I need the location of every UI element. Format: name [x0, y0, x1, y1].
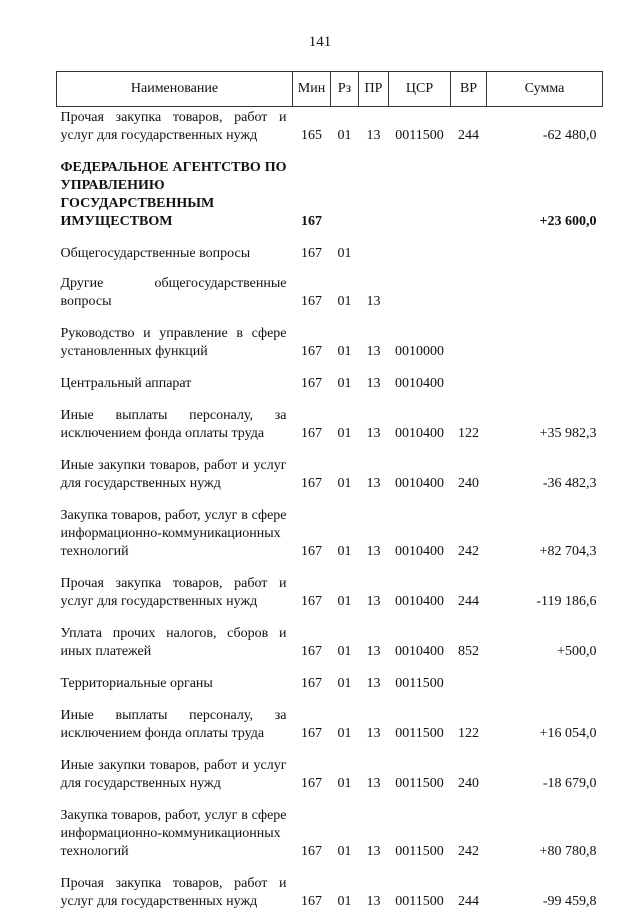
cell-pr — [359, 151, 389, 237]
cell-rz — [331, 151, 359, 237]
cell-min: 167 — [293, 151, 331, 237]
table-row — [57, 367, 603, 399]
cell-name: Другие общегосударственные вопросы — [57, 269, 293, 317]
budget-table — [56, 71, 603, 917]
cell-sum: +16 054,0 — [487, 699, 603, 749]
cell-min: 167 — [293, 699, 331, 749]
cell-rz: 01 — [331, 499, 359, 567]
cell-rz: 01 — [331, 367, 359, 399]
header-pr: ПР — [359, 72, 389, 107]
cell-sum: -36 482,3 — [487, 449, 603, 499]
table-row — [57, 237, 603, 269]
cell-csr: 0011500 — [389, 699, 451, 749]
cell-min: 167 — [293, 749, 331, 799]
cell-pr: 13 — [359, 699, 389, 749]
cell-vr — [451, 667, 487, 699]
cell-min: 167 — [293, 799, 331, 867]
cell-name: Уплата прочих налогов, сборов и иных платежей — [57, 617, 293, 667]
cell-rz: 01 — [331, 107, 359, 152]
table-row — [57, 667, 603, 699]
cell-pr: 13 — [359, 269, 389, 317]
cell-rz: 01 — [331, 699, 359, 749]
cell-csr — [389, 237, 451, 269]
cell-pr: 13 — [359, 799, 389, 867]
cell-sum — [487, 667, 603, 699]
cell-sum — [487, 237, 603, 269]
table-row — [57, 699, 603, 749]
cell-name: Прочая закупка товаров, работ и услуг для государственных нужд — [57, 107, 293, 152]
cell-csr: 0011500 — [389, 749, 451, 799]
cell-vr: 240 — [451, 749, 487, 799]
cell-vr — [451, 269, 487, 317]
cell-name: Общегосударственные вопросы — [57, 237, 293, 269]
cell-csr: 0010400 — [389, 367, 451, 399]
cell-csr — [389, 151, 451, 237]
cell-vr: 244 — [451, 567, 487, 617]
table-row — [57, 499, 603, 567]
cell-rz: 01 — [331, 269, 359, 317]
cell-vr — [451, 317, 487, 367]
cell-vr — [451, 237, 487, 269]
table-row — [57, 317, 603, 367]
table-row — [57, 617, 603, 667]
cell-sum — [487, 367, 603, 399]
cell-csr: 0011500 — [389, 867, 451, 917]
cell-sum: -119 186,6 — [487, 567, 603, 617]
cell-vr: 242 — [451, 499, 487, 567]
table-row — [57, 749, 603, 799]
cell-name: Закупка товаров, работ, услуг в сфере информационно-коммуникационных технологий — [57, 499, 293, 567]
cell-csr — [389, 269, 451, 317]
cell-min: 167 — [293, 399, 331, 449]
cell-rz: 01 — [331, 567, 359, 617]
table-row — [57, 449, 603, 499]
cell-sum — [487, 317, 603, 367]
cell-rz: 01 — [331, 667, 359, 699]
cell-csr: 0010400 — [389, 499, 451, 567]
cell-sum: -18 679,0 — [487, 749, 603, 799]
cell-min: 167 — [293, 237, 331, 269]
cell-min: 167 — [293, 567, 331, 617]
cell-name: Иные выплаты персоналу, за исключением фонда оплаты труда — [57, 699, 293, 749]
cell-name: Прочая закупка товаров, работ и услуг для государственных нужд — [57, 567, 293, 617]
cell-pr: 13 — [359, 367, 389, 399]
cell-rz: 01 — [331, 317, 359, 367]
cell-pr: 13 — [359, 317, 389, 367]
cell-name: Иные закупки товаров, работ и услуг для государственных нужд — [57, 749, 293, 799]
cell-name: Иные закупки товаров, работ и услуг для государственных нужд — [57, 449, 293, 499]
table-row — [57, 799, 603, 867]
cell-vr — [451, 367, 487, 399]
header-name: Наименование — [57, 72, 293, 107]
cell-csr: 0010400 — [389, 449, 451, 499]
cell-vr: 244 — [451, 107, 487, 152]
cell-sum: +500,0 — [487, 617, 603, 667]
header-csr: ЦСР — [389, 72, 451, 107]
cell-pr: 13 — [359, 867, 389, 917]
table-row — [57, 269, 603, 317]
cell-rz: 01 — [331, 449, 359, 499]
cell-csr: 0011500 — [389, 107, 451, 152]
cell-min: 167 — [293, 269, 331, 317]
table-row — [57, 399, 603, 449]
table-row — [57, 151, 603, 237]
table-body — [57, 107, 603, 917]
cell-pr: 13 — [359, 617, 389, 667]
cell-vr: 122 — [451, 399, 487, 449]
cell-name: Руководство и управление в сфере установленных функций — [57, 317, 293, 367]
page-number: 141 — [0, 34, 640, 51]
cell-min: 167 — [293, 317, 331, 367]
cell-rz: 01 — [331, 617, 359, 667]
cell-name: Центральный аппарат — [57, 367, 293, 399]
cell-sum: -99 459,8 — [487, 867, 603, 917]
cell-name: Закупка товаров, работ, услуг в сфере информационно-коммуникационных технологий — [57, 799, 293, 867]
cell-rz: 01 — [331, 749, 359, 799]
cell-vr: 244 — [451, 867, 487, 917]
cell-pr: 13 — [359, 107, 389, 152]
cell-csr: 0010400 — [389, 399, 451, 449]
cell-rz: 01 — [331, 867, 359, 917]
table-row — [57, 867, 603, 917]
cell-csr: 0010000 — [389, 317, 451, 367]
cell-pr: 13 — [359, 499, 389, 567]
table-row — [57, 567, 603, 617]
table-header — [57, 72, 603, 107]
header-rz: Рз — [331, 72, 359, 107]
cell-vr: 242 — [451, 799, 487, 867]
header-min: Мин — [293, 72, 331, 107]
cell-pr: 13 — [359, 749, 389, 799]
cell-sum: -62 480,0 — [487, 107, 603, 152]
cell-csr: 0010400 — [389, 567, 451, 617]
cell-pr — [359, 237, 389, 269]
cell-min: 167 — [293, 499, 331, 567]
cell-sum: +35 982,3 — [487, 399, 603, 449]
cell-vr: 240 — [451, 449, 487, 499]
cell-min: 167 — [293, 667, 331, 699]
cell-name: Территориальные органы — [57, 667, 293, 699]
cell-min: 167 — [293, 367, 331, 399]
cell-rz: 01 — [331, 237, 359, 269]
cell-vr: 852 — [451, 617, 487, 667]
table-row — [57, 107, 603, 152]
cell-name: ФЕДЕРАЛЬНОЕ АГЕНТСТВО ПО УПРАВЛЕНИЮ ГОСУДАРСТВЕННЫМ ИМУЩЕСТВОМ — [57, 151, 293, 237]
cell-pr: 13 — [359, 449, 389, 499]
cell-csr: 0010400 — [389, 617, 451, 667]
cell-pr: 13 — [359, 399, 389, 449]
header-sum: Сумма — [487, 72, 603, 107]
cell-sum: +80 780,8 — [487, 799, 603, 867]
header-vr: ВР — [451, 72, 487, 107]
cell-pr: 13 — [359, 567, 389, 617]
cell-sum: +23 600,0 — [487, 151, 603, 237]
cell-name: Иные выплаты персоналу, за исключением фонда оплаты труда — [57, 399, 293, 449]
cell-vr: 122 — [451, 699, 487, 749]
cell-name: Прочая закупка товаров, работ и услуг для государственных нужд — [57, 867, 293, 917]
cell-sum — [487, 269, 603, 317]
cell-sum: +82 704,3 — [487, 499, 603, 567]
cell-rz: 01 — [331, 799, 359, 867]
cell-csr: 0011500 — [389, 799, 451, 867]
cell-rz: 01 — [331, 399, 359, 449]
cell-csr: 0011500 — [389, 667, 451, 699]
cell-min: 167 — [293, 867, 331, 917]
cell-min: 167 — [293, 617, 331, 667]
cell-vr — [451, 151, 487, 237]
cell-min: 167 — [293, 449, 331, 499]
cell-pr: 13 — [359, 667, 389, 699]
cell-min: 165 — [293, 107, 331, 152]
